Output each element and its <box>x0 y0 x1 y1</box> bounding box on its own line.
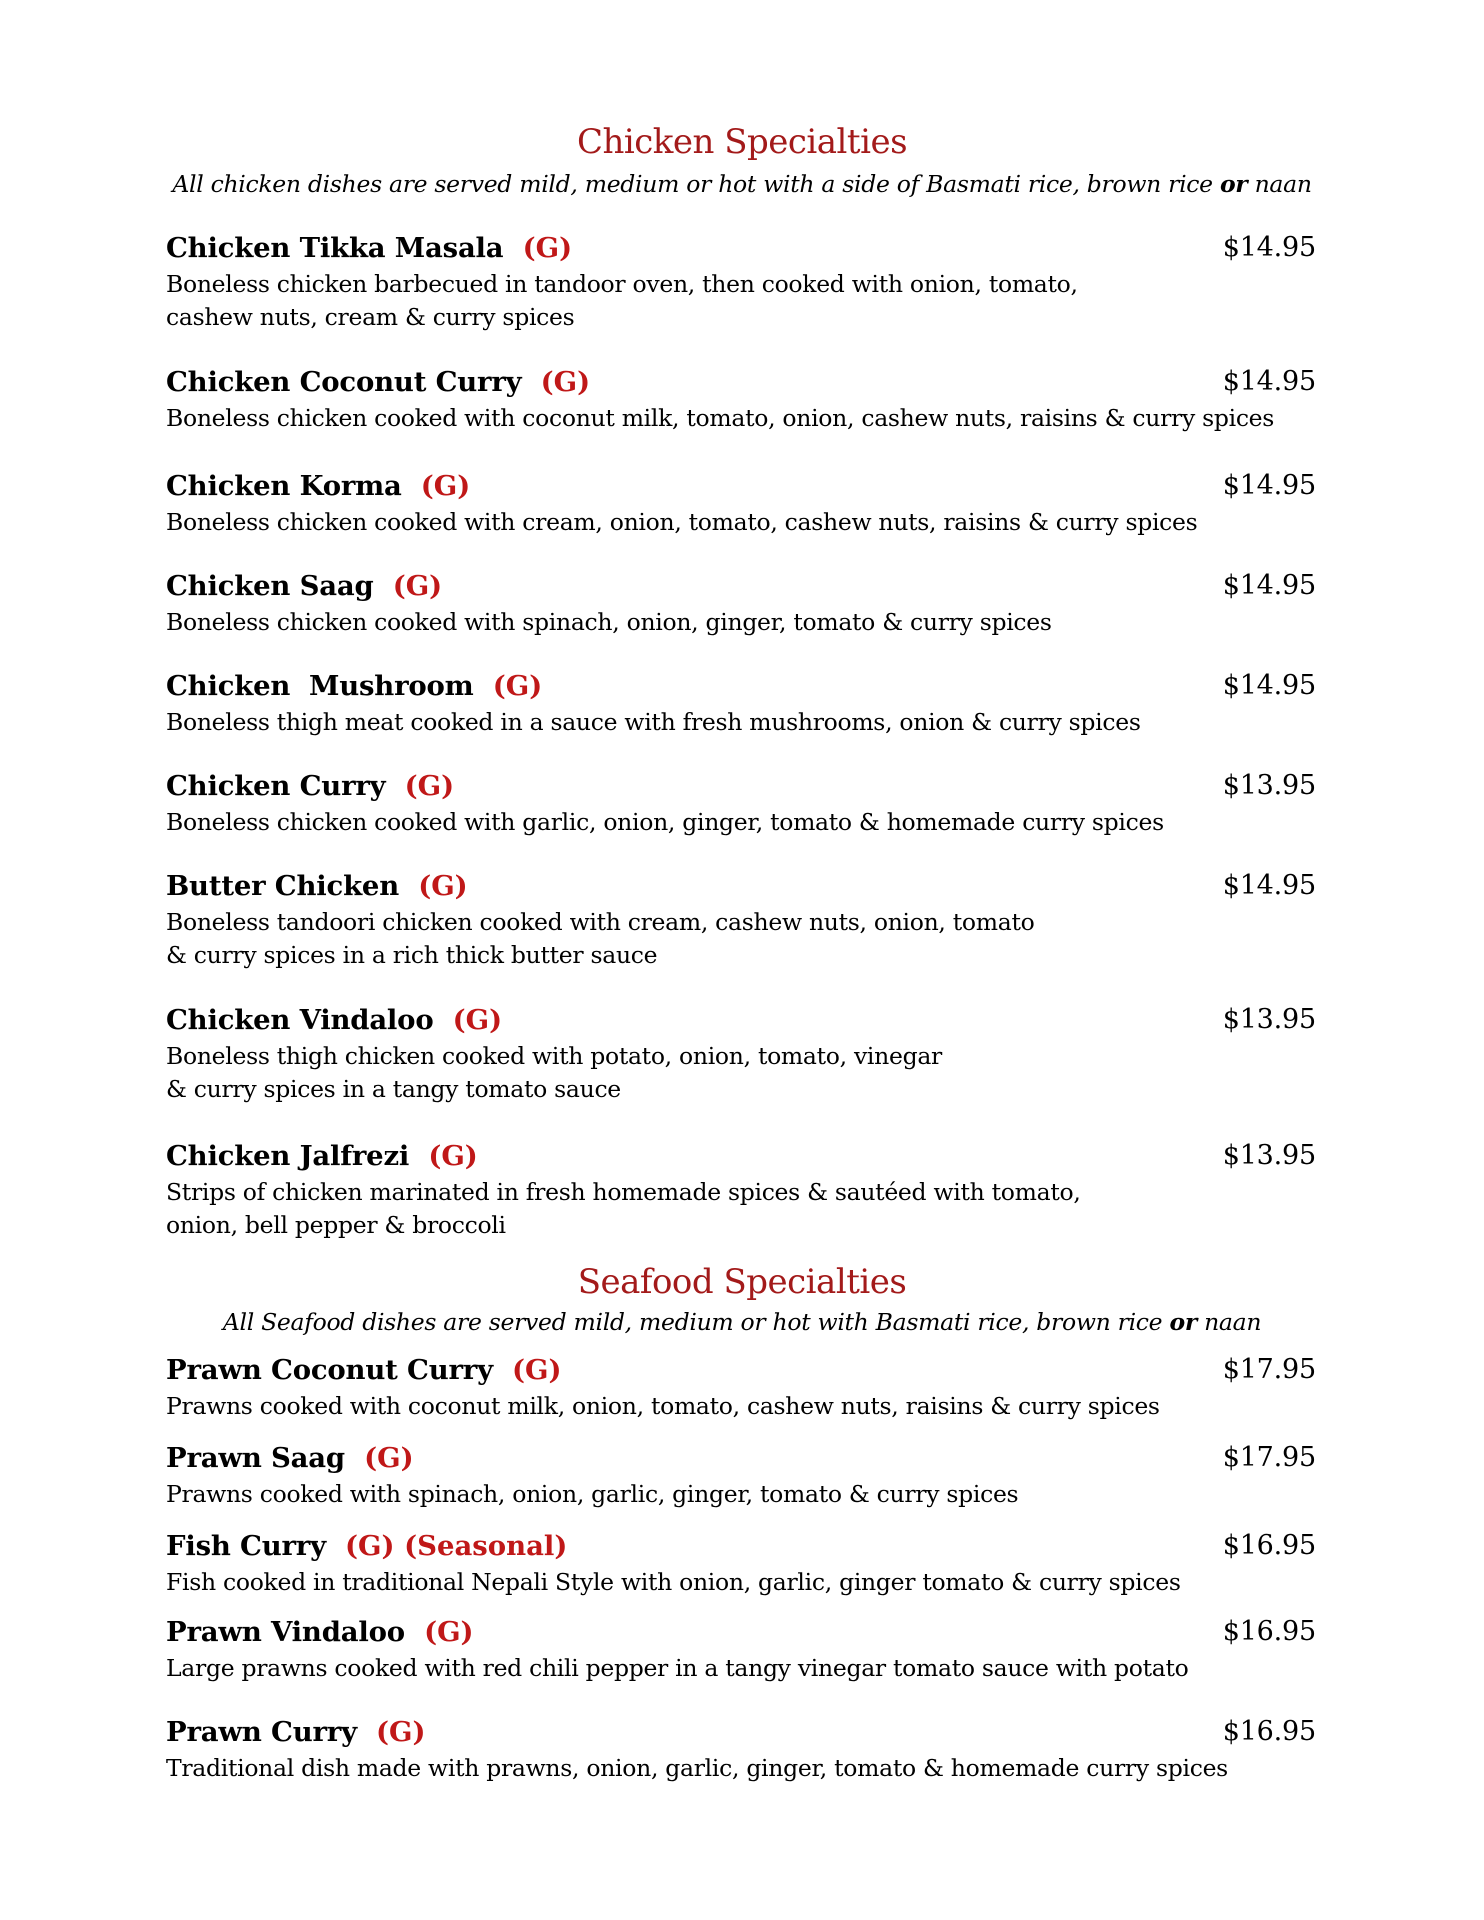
item-description: Boneless tandoori chicken cooked with cream, cashew nuts, onion, tomato & curry spices in a rich thick butter sauce <box>166 908 1035 969</box>
section-title: Chicken Specialties <box>576 122 908 162</box>
menu-item <box>166 470 1316 539</box>
item-tag: (G) <box>540 366 591 398</box>
item-description: Boneless thigh meat cooked in a sauce with fresh mushrooms, onion & curry spices <box>166 708 1141 736</box>
item-price: $16.95 <box>1222 1616 1316 1647</box>
item-name: Prawn Vindaloo <box>166 1616 405 1648</box>
item-tag: (G) <box>376 1716 426 1748</box>
section-subtitle: All Seafood dishes are served mild, medium or hot with Basmati rice, brown rice or naan <box>222 1308 1262 1336</box>
item-name: Butter Chicken <box>166 870 400 902</box>
item-name: Chicken Saag <box>166 570 374 602</box>
menu-item <box>166 670 1316 739</box>
item-tag: (G) <box>428 1140 478 1172</box>
item-description: Boneless chicken cooked with spinach, onion, ginger, tomato & curry spices <box>166 608 1052 636</box>
item-tag: (G) <box>424 1616 474 1648</box>
item-name: Chicken Curry <box>166 770 386 802</box>
item-tag: (G) <box>452 1004 503 1036</box>
item-description: Prawns cooked with coconut milk, onion, tomato, cashew nuts, raisins & curry spices <box>166 1392 1160 1420</box>
menu-item <box>166 1716 1316 1785</box>
menu-item <box>166 1616 1316 1685</box>
item-description: Large prawns cooked with red chili pepper in a tangy vinegar tomato sauce with potato <box>166 1654 1189 1682</box>
item-description: Boneless chicken barbecued in tandoor oven, then cooked with onion, tomato, cashew nuts, cream & curry spices <box>166 270 1078 331</box>
item-description: Boneless chicken cooked with cream, onion, tomato, cashew nuts, raisins & curry spices <box>166 508 1198 536</box>
section-title: Seafood Specialties <box>577 1262 907 1302</box>
menu-item <box>166 570 1316 639</box>
item-name: Chicken Vindaloo <box>166 1004 434 1036</box>
item-price: $14.95 <box>1222 470 1316 501</box>
item-price: $17.95 <box>1222 1354 1316 1385</box>
item-description: Strips of chicken marinated in fresh homemade spices & sautéed with tomato, onion, bell pepper & broccoli <box>166 1178 1081 1239</box>
menu-item <box>166 366 1316 435</box>
menu-item <box>166 1354 1316 1423</box>
section-subtitle: All chicken dishes are served mild, medium or hot with a side of Basmati rice, brown rice or naan <box>172 170 1312 198</box>
item-price: $17.95 <box>1222 1442 1316 1473</box>
item-tag: (G) <box>392 570 443 602</box>
menu-item <box>166 1530 1316 1599</box>
item-name: Chicken Tikka Masala <box>166 232 504 264</box>
item-description: Boneless chicken cooked with garlic, onion, ginger, tomato & homemade curry spices <box>166 808 1164 836</box>
menu-item <box>166 870 1316 972</box>
item-tag: (G) <box>418 870 468 902</box>
item-price: $13.95 <box>1222 770 1316 801</box>
item-description: Fish cooked in traditional Nepali Style with onion, garlic, ginger tomato & curry spices <box>166 1568 1181 1596</box>
item-name: Chicken Coconut Curry <box>166 366 522 398</box>
item-tag: (G) <box>522 232 573 264</box>
menu-item <box>166 1442 1316 1511</box>
item-price: $14.95 <box>1222 870 1316 901</box>
item-tag: (G) <box>404 770 455 802</box>
item-name: Prawn Curry <box>166 1716 357 1748</box>
item-price: $13.95 <box>1222 1004 1316 1035</box>
menu-item <box>166 1140 1316 1242</box>
item-tag: (G) <box>420 470 471 502</box>
item-name: Chicken Mushroom <box>166 670 474 702</box>
menu-item <box>166 1004 1316 1106</box>
item-price: $14.95 <box>1222 570 1316 601</box>
item-description: Boneless thigh chicken cooked with potato, onion, tomato, vinegar & curry spices in a tangy tomato sauce <box>166 1042 942 1103</box>
item-description: Boneless chicken cooked with coconut milk, tomato, onion, cashew nuts, raisins & curry spices <box>166 404 1275 432</box>
item-price: $16.95 <box>1222 1530 1316 1561</box>
item-price: $16.95 <box>1222 1716 1316 1747</box>
menu-item <box>166 770 1316 839</box>
item-description: Traditional dish made with prawns, onion, garlic, ginger, tomato & homemade curry spices <box>166 1754 1228 1782</box>
item-price: $14.95 <box>1222 670 1316 701</box>
item-tag: (G) <box>364 1442 414 1474</box>
item-tag: (G) <box>492 670 543 702</box>
item-tag: (G) <box>512 1354 562 1386</box>
menu-item <box>166 232 1316 334</box>
item-name: Fish Curry <box>166 1530 326 1562</box>
item-name: Prawn Saag <box>166 1442 345 1474</box>
item-price: $14.95 <box>1222 232 1316 263</box>
item-name: Chicken Jalfrezi <box>166 1140 410 1172</box>
item-tag: (G) (Seasonal) <box>345 1530 568 1562</box>
item-name: Chicken Korma <box>166 470 402 502</box>
item-description: Prawns cooked with spinach, onion, garlic, ginger, tomato & curry spices <box>166 1480 1019 1508</box>
item-price: $14.95 <box>1222 366 1316 397</box>
item-price: $13.95 <box>1222 1140 1316 1171</box>
item-name: Prawn Coconut Curry <box>166 1354 493 1386</box>
